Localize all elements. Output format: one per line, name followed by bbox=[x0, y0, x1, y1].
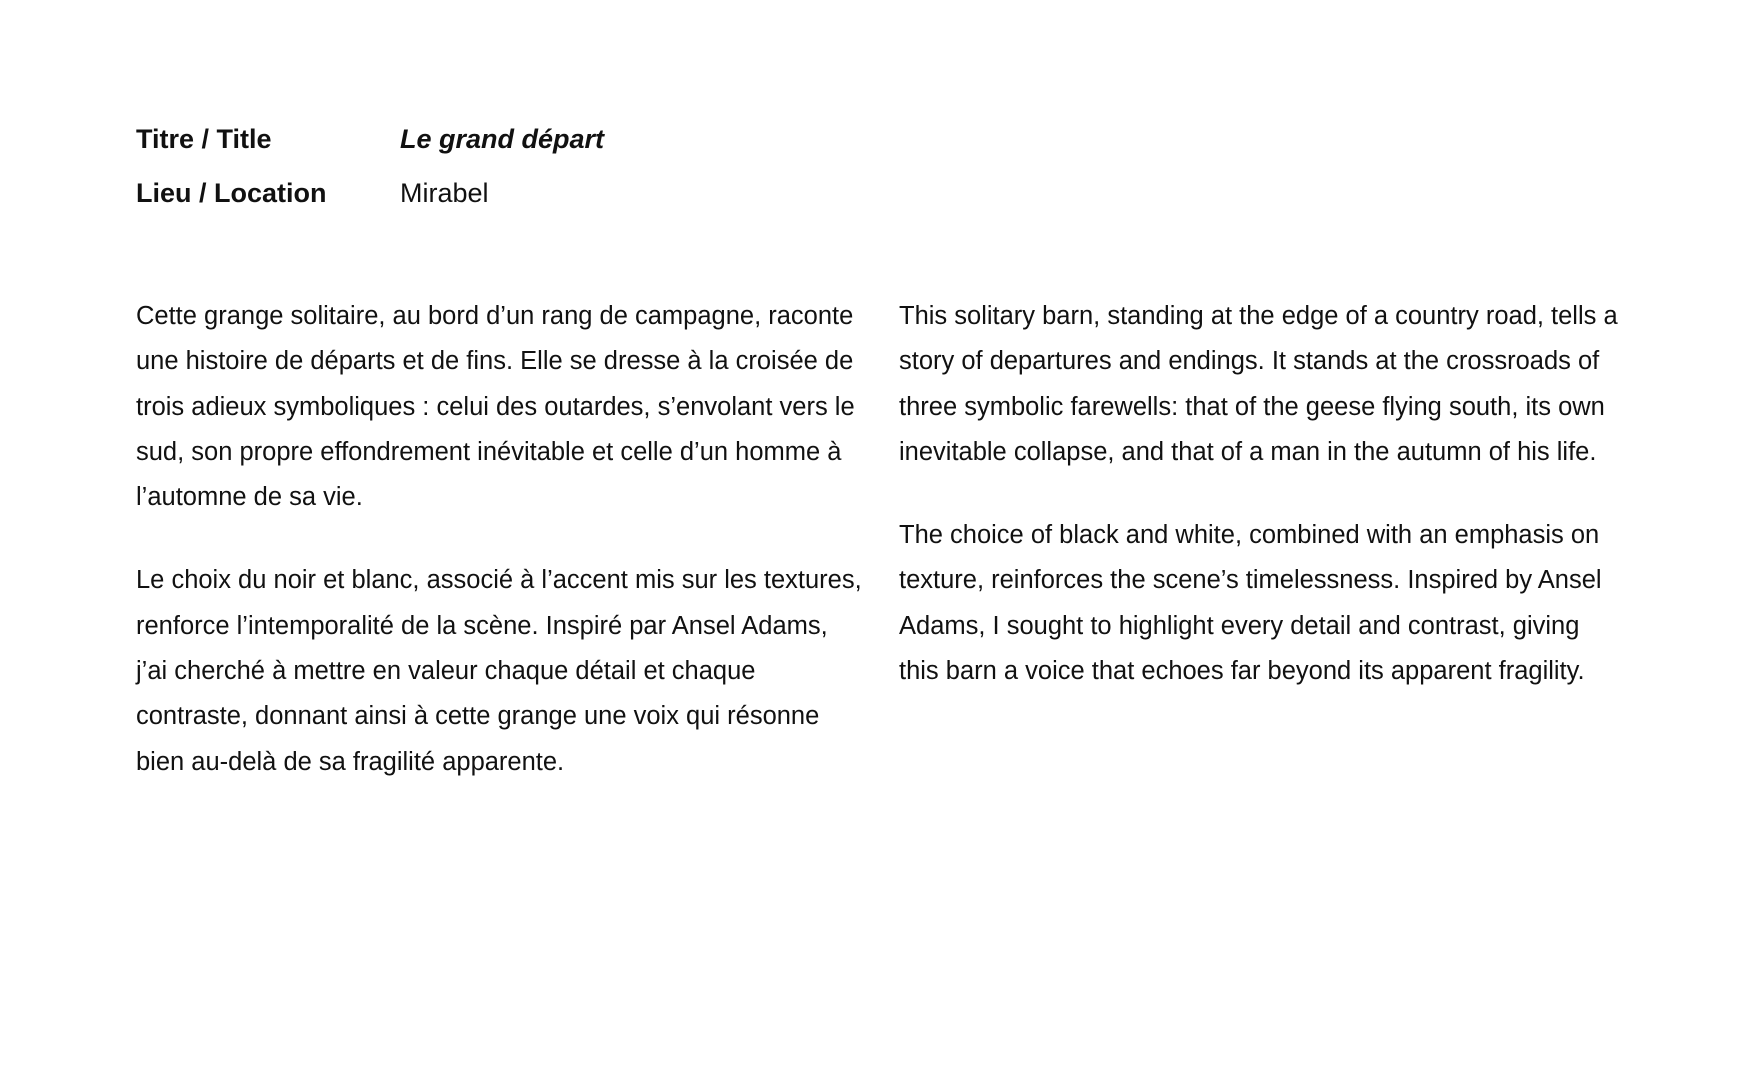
title-label: Titre / Title bbox=[136, 124, 272, 154]
title-row bbox=[136, 124, 1631, 178]
artwork-metadata bbox=[136, 124, 1631, 232]
english-paragraph-1: This solitary barn, standing at the edge of a country road, tells a story of departures and endings. It stands at the crossroads of three symbolic farewells: that of the geese flying south, its own inevitable collapse, and that of a man in the autumn of his life. bbox=[899, 302, 1618, 466]
french-column bbox=[136, 294, 863, 823]
description-columns bbox=[136, 294, 1631, 823]
location-value: Mirabel bbox=[400, 178, 489, 208]
french-paragraph-2: Le choix du noir et blanc, associé à l’accent mis sur les textures, renforce l’intemporalité de la scène. Inspiré par Ansel Adams, j’ai cherché à mettre en valeur chaque détail et chaque contraste, donnant ainsi à cette grange une voix qui résonne bien au-delà de sa fragilité apparente. bbox=[136, 566, 862, 776]
english-paragraph-2: The choice of black and white, combined with an emphasis on texture, reinforces the scene’s timelessness. Inspired by Ansel Adams, I sought to highlight every detail and contrast, giving this barn a voice that echoes far beyond its apparent fragility. bbox=[899, 521, 1602, 686]
french-paragraph-1: Cette grange solitaire, au bord d’un rang de campagne, raconte une histoire de départs et de fins. Elle se dresse à la croisée de trois adieux symboliques : celui des outardes, s’envolant vers le sud, son propre effondrement inévitable et celle d’un homme à l’automne de sa vie. bbox=[136, 302, 855, 512]
location-label: Lieu / Location bbox=[136, 178, 327, 208]
english-column bbox=[899, 294, 1626, 823]
artwork-label bbox=[136, 124, 1631, 823]
title-value: Le grand départ bbox=[400, 124, 605, 154]
location-row bbox=[136, 178, 1631, 232]
